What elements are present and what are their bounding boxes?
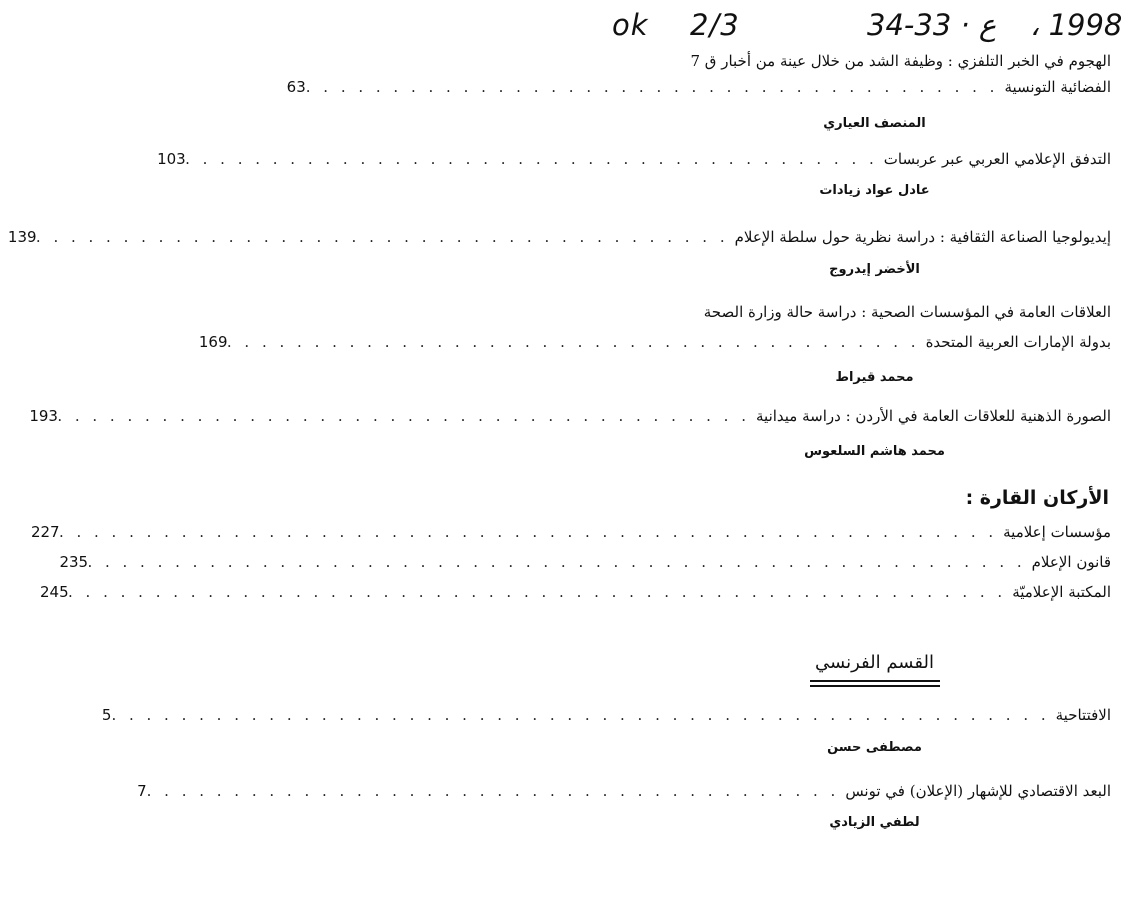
entry-title: الفضائية التونسية: [1004, 78, 1111, 96]
page-number: 235: [59, 553, 89, 571]
entry-title: الصورة الذهنية للعلاقات العامة في الأردن : دراسة ميدانية: [756, 407, 1111, 425]
dot-leader: . . . . . . . . . . . . . . . . . . . . . . . . . . . . . . . . . . . . . . . . . . . . . . . . . . . . . .: [58, 523, 998, 541]
fixed-entry-3: [40, 583, 1147, 609]
french-section-title: القسم الفرنسي: [815, 652, 934, 673]
toc-entry-5: [29, 407, 1147, 433]
dot-leader: . . . . . . . . . . . . . . . . . . . . . . . . . . . . . . . . . . . . . . . .: [185, 150, 878, 168]
page-number: 5: [101, 706, 112, 724]
handwritten-year: ، 1998: [1030, 8, 1123, 42]
entry-author: عادل عواد زيادات: [819, 183, 930, 198]
french-entry-2: [137, 782, 1147, 808]
entry-author: المنصف العياري: [823, 116, 926, 131]
section-underline-double: [810, 685, 940, 687]
dot-leader: . . . . . . . . . . . . . . . . . . . . . . . . . . . . . . . . . . . . . . . . . . . . . . . . . . . . . .: [87, 553, 1026, 571]
toc-entry-4: [198, 333, 1147, 359]
dot-leader: . . . . . . . . . . . . . . . . . . . . . . . . . . . . . . . . . . . . . . . . . . . . . . . . . . . . . .: [111, 706, 1050, 724]
toc-entry-4-line1: [602, 303, 1147, 329]
entry-title: المكتبة الإعلاميّة: [1012, 583, 1111, 601]
fixed-entry-2: [59, 553, 1147, 579]
handwritten-reference: 34-33 · ع: [867, 8, 997, 42]
entry-author: مصطفى حسن: [827, 740, 922, 755]
dot-leader: . . . . . . . . . . . . . . . . . . . . . . . . . . . . . . . . . . . . . . . .: [35, 228, 729, 246]
toc-entry-2: [157, 150, 1147, 176]
fixed-entry-1: [30, 523, 1147, 549]
handwritten-code: ok: [612, 8, 649, 42]
entry-author: محمد قيراط: [835, 370, 914, 385]
page-number: 227: [30, 523, 60, 541]
entry-author: محمد هاشم السلعوس: [804, 444, 945, 459]
entry-author: لطفي الزيادي: [829, 815, 920, 830]
entry-title: التدفق الإعلامي العربي عبر عربسات: [883, 150, 1111, 168]
entry-title: الافتتاحية: [1055, 706, 1111, 724]
dot-leader: . . . . . . . . . . . . . . . . . . . . . . . . . . . . . . . . . . . . . . . .: [305, 78, 999, 96]
handwritten-fraction: 2/3: [690, 8, 740, 42]
toc-entry-3: [7, 228, 1147, 254]
page-number: 169: [198, 333, 228, 351]
dot-leader: . . . . . . . . . . . . . . . . . . . . . . . . . . . . . . . . . . . . . . . .: [57, 407, 750, 425]
entry-title: الهجوم في الخبر التلفزي : وظيفة الشد من خلال عينة من أخبار ق 7: [690, 52, 1111, 70]
french-entry-1: [101, 706, 1147, 732]
entry-title: إيديولوجيا الصناعة الثقافية : دراسة نظرية حول سلطة الإعلام: [734, 228, 1111, 246]
entry-author: الأخضر إيدروج: [829, 262, 920, 277]
entry-title: العلاقات العامة في المؤسسات الصحية : دراسة حالة وزارة الصحة: [703, 303, 1111, 321]
entry-title: بدولة الإمارات العربية المتحدة: [925, 333, 1111, 351]
page-number: 139: [7, 228, 37, 246]
fixed-sections-heading: الأركان القارة :: [965, 487, 1109, 509]
entry-title: قانون الإعلام: [1031, 553, 1111, 571]
section-underline: [810, 680, 940, 682]
toc-entry-1: [286, 78, 1147, 104]
page-number: 103: [157, 150, 186, 168]
dot-leader: . . . . . . . . . . . . . . . . . . . . . . . . . . . . . . . . . . . . . . . .: [226, 333, 920, 351]
dot-leader: . . . . . . . . . . . . . . . . . . . . . . . . . . . . . . . . . . . . . . . .: [146, 782, 840, 800]
page-number: 245: [40, 583, 69, 601]
page-number: 63: [286, 78, 306, 96]
entry-title: البعد الاقتصادي للإشهار (الإعلان) في تونس: [845, 782, 1111, 800]
dot-leader: . . . . . . . . . . . . . . . . . . . . . . . . . . . . . . . . . . . . . . . . . . . . . . . . . . . . . .: [68, 583, 1007, 601]
page-number: 193: [29, 407, 58, 425]
entry-title: مؤسسات إعلامية: [1003, 523, 1111, 541]
toc-entry-1-line1: [602, 52, 1147, 78]
page-number: 7: [137, 782, 147, 800]
